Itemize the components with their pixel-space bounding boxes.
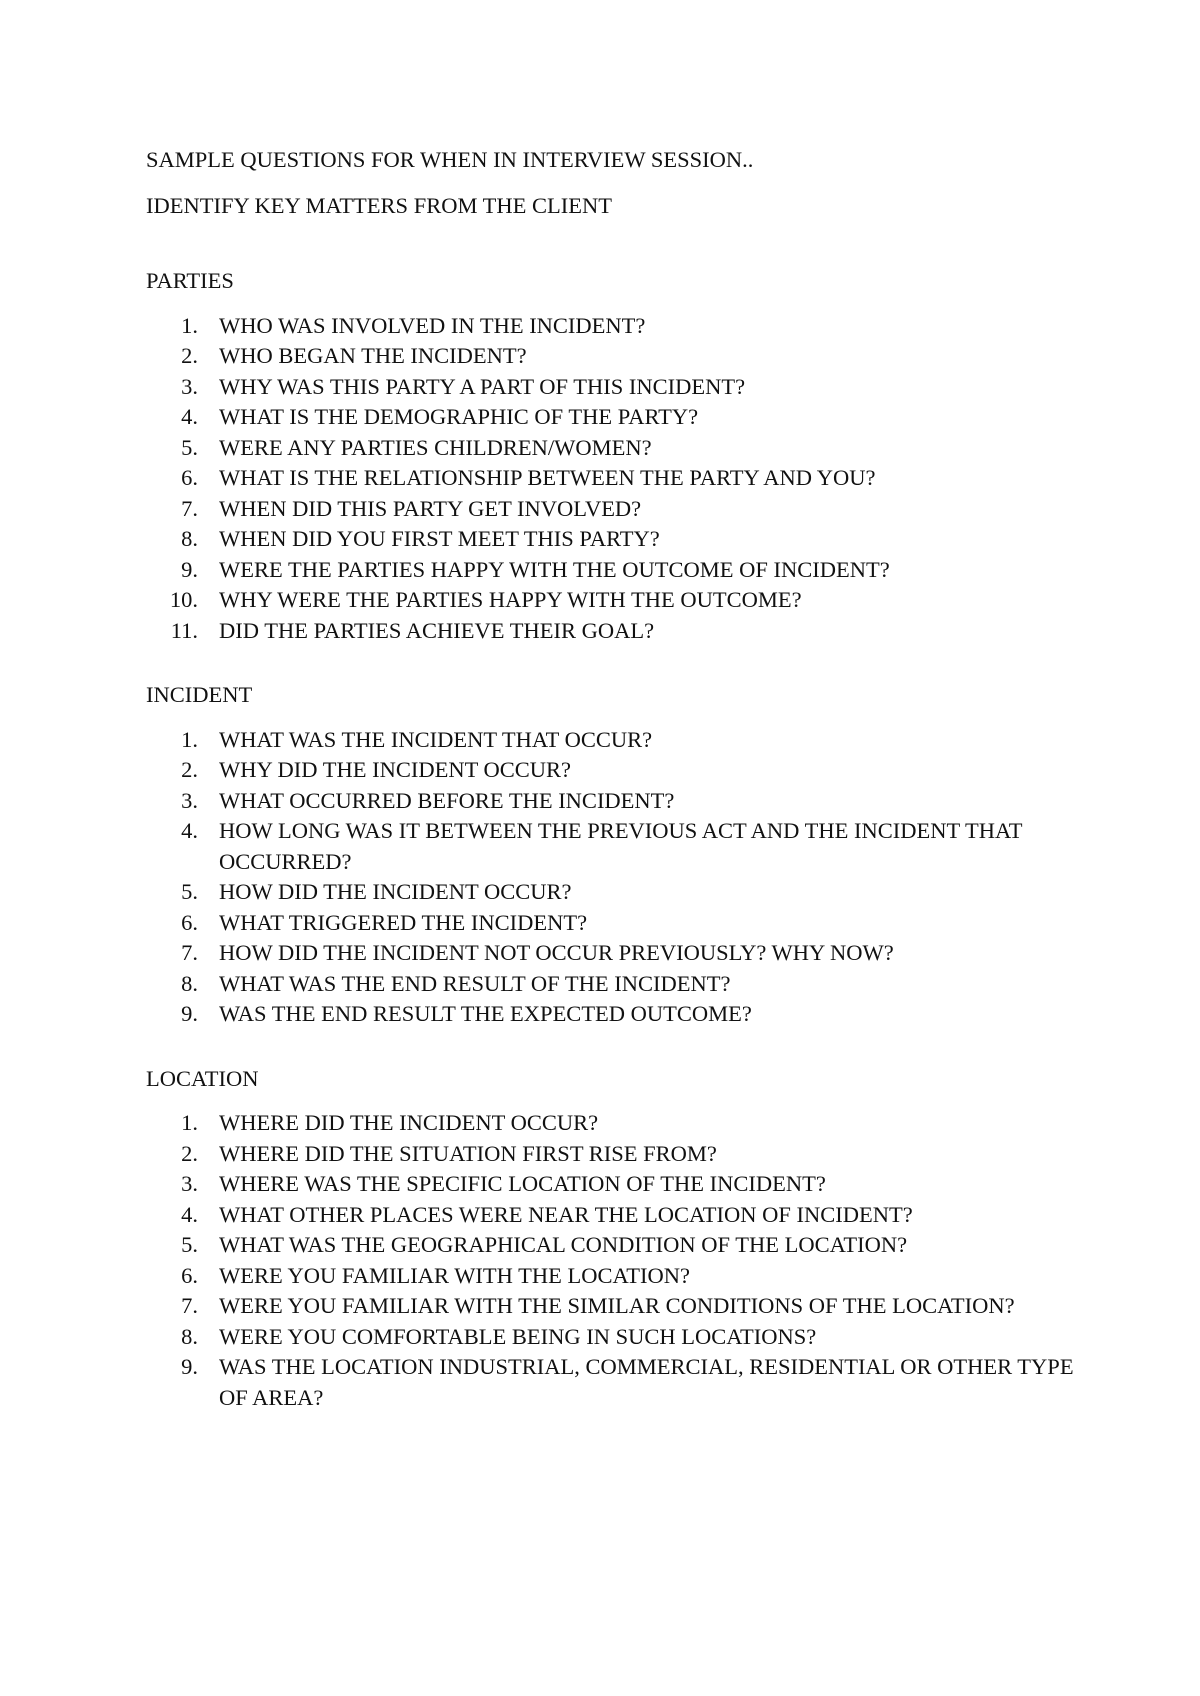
list-item bbox=[146, 585, 1076, 616]
list-item-text: WERE ANY PARTIES CHILDREN/WOMEN? bbox=[219, 434, 652, 460]
section-heading-incident: INCIDENT bbox=[146, 682, 253, 707]
list-item-number: 9. bbox=[181, 1001, 198, 1026]
question-list-parties bbox=[146, 311, 1076, 647]
list-item-number: 4. bbox=[181, 818, 198, 843]
list-item-number: 9. bbox=[181, 1354, 198, 1379]
section-heading-parties: PARTIES bbox=[146, 268, 234, 293]
list-item bbox=[146, 908, 1076, 939]
section-location bbox=[146, 1064, 1076, 1414]
list-item-number: 8. bbox=[181, 1323, 198, 1349]
list-item-text: WHAT OTHER PLACES WERE NEAR THE LOCATION OF INCIDENT? bbox=[219, 1201, 913, 1227]
list-item-number: 8. bbox=[181, 970, 198, 996]
list-item-number: 4. bbox=[181, 1201, 198, 1227]
list-item-number: 8. bbox=[181, 526, 198, 551]
list-item-text: WHAT TRIGGERED THE INCIDENT? bbox=[219, 909, 588, 935]
list-item-text: WHERE DID THE SITUATION FIRST RISE FROM? bbox=[219, 1140, 717, 1166]
list-item-text: DID THE PARTIES ACHIEVE THEIR GOAL? bbox=[219, 617, 655, 643]
list-item-text: WHAT WAS THE INCIDENT THAT OCCUR? bbox=[219, 726, 653, 752]
list-item-text: WHERE WAS THE SPECIFIC LOCATION OF THE INCIDENT? bbox=[219, 1171, 826, 1196]
section-parties bbox=[146, 266, 1076, 646]
list-item-number: 3. bbox=[181, 373, 198, 399]
list-item-text: WHAT IS THE RELATIONSHIP BETWEEN THE PARTY AND YOU? bbox=[219, 465, 876, 490]
list-item-number: 4. bbox=[181, 404, 198, 429]
list-item bbox=[146, 372, 1076, 403]
list-item bbox=[146, 433, 1076, 464]
list-item bbox=[146, 494, 1076, 525]
list-item bbox=[146, 1352, 1076, 1413]
list-item bbox=[146, 311, 1076, 342]
list-item-text: WHEN DID YOU FIRST MEET THIS PARTY? bbox=[219, 526, 660, 551]
list-item-number: 1. bbox=[181, 1110, 198, 1135]
list-item bbox=[146, 938, 1076, 969]
list-item-text: WHAT OCCURRED BEFORE THE INCIDENT? bbox=[219, 787, 675, 813]
list-item-text: WAS THE END RESULT THE EXPECTED OUTCOME? bbox=[219, 1001, 752, 1026]
list-item bbox=[146, 725, 1076, 756]
list-item-text: WHEN DID THIS PARTY GET INVOLVED? bbox=[219, 495, 642, 521]
list-item bbox=[146, 555, 1076, 586]
list-item-text: WAS THE LOCATION INDUSTRIAL, COMMERCIAL, RESIDENTIAL OR OTHER TYPE OF AREA? bbox=[219, 1354, 1074, 1410]
document-body bbox=[146, 145, 1076, 1413]
list-item bbox=[146, 402, 1076, 433]
list-item bbox=[146, 524, 1076, 555]
list-item bbox=[146, 1230, 1076, 1261]
question-list-incident bbox=[146, 725, 1076, 1030]
list-item-number: 2. bbox=[181, 1140, 198, 1166]
list-item bbox=[146, 755, 1076, 786]
list-item bbox=[146, 999, 1076, 1030]
list-item bbox=[146, 969, 1076, 1000]
list-item-number: 5. bbox=[181, 1232, 198, 1257]
list-item-text: WHO BEGAN THE INCIDENT? bbox=[219, 343, 527, 368]
list-item-number: 6. bbox=[181, 909, 198, 935]
list-item bbox=[146, 786, 1076, 817]
list-item-number: 6. bbox=[181, 1262, 198, 1288]
list-item-text: HOW DID THE INCIDENT OCCUR? bbox=[219, 879, 572, 904]
list-item-text: WHAT WAS THE GEOGRAPHICAL CONDITION OF THE LOCATION? bbox=[219, 1232, 908, 1257]
list-item-number: 5. bbox=[181, 879, 198, 904]
list-item-number: 10. bbox=[169, 587, 198, 612]
question-list-location bbox=[146, 1108, 1076, 1413]
list-item-text: WERE YOU FAMILIAR WITH THE SIMILAR CONDITIONS OF THE LOCATION? bbox=[219, 1293, 1015, 1318]
list-item-number: 6. bbox=[181, 465, 198, 490]
section-incident bbox=[146, 680, 1076, 1030]
list-item-number: 7. bbox=[181, 495, 198, 521]
list-item-number: 3. bbox=[181, 787, 198, 813]
list-item-number: 1. bbox=[181, 312, 198, 338]
list-item-text: WHAT IS THE DEMOGRAPHIC OF THE PARTY? bbox=[219, 404, 699, 429]
list-item bbox=[146, 1139, 1076, 1170]
list-item bbox=[146, 816, 1076, 877]
list-item bbox=[146, 1322, 1076, 1353]
list-item bbox=[146, 1291, 1076, 1322]
list-item-text: WERE YOU FAMILIAR WITH THE LOCATION? bbox=[219, 1262, 690, 1288]
list-item bbox=[146, 877, 1076, 908]
section-heading-location: LOCATION bbox=[146, 1065, 259, 1091]
list-item-number: 2. bbox=[181, 343, 198, 368]
list-item-number: 11. bbox=[170, 617, 198, 643]
list-item-number: 1. bbox=[181, 726, 198, 752]
list-item-text: HOW LONG WAS IT BETWEEN THE PREVIOUS ACT AND THE INCIDENT THAT OCCURRED? bbox=[219, 818, 1023, 874]
document-title: SAMPLE QUESTIONS FOR WHEN IN INTERVIEW SESSION.. bbox=[146, 147, 754, 172]
list-item bbox=[146, 1261, 1076, 1292]
list-item-number: 7. bbox=[181, 1293, 198, 1318]
list-item bbox=[146, 1200, 1076, 1231]
list-item-number: 7. bbox=[181, 940, 198, 965]
list-item-number: 3. bbox=[181, 1171, 198, 1196]
list-item-number: 2. bbox=[181, 757, 198, 782]
list-item-text: WHY WERE THE PARTIES HAPPY WITH THE OUTCOME? bbox=[219, 587, 802, 612]
list-item bbox=[146, 341, 1076, 372]
list-item bbox=[146, 1108, 1076, 1139]
list-item-text: WHERE DID THE INCIDENT OCCUR? bbox=[219, 1110, 599, 1135]
list-item-text: WHAT WAS THE END RESULT OF THE INCIDENT? bbox=[219, 970, 731, 996]
list-item bbox=[146, 463, 1076, 494]
list-item bbox=[146, 1169, 1076, 1200]
list-item-text: HOW DID THE INCIDENT NOT OCCUR PREVIOUSLY? WHY NOW? bbox=[219, 940, 894, 965]
list-item-number: 5. bbox=[181, 434, 198, 460]
list-item-number: 9. bbox=[181, 556, 198, 582]
list-item-text: WERE YOU COMFORTABLE BEING IN SUCH LOCATIONS? bbox=[219, 1323, 817, 1349]
list-item-text: WHY DID THE INCIDENT OCCUR? bbox=[219, 757, 572, 782]
list-item-text: WHY WAS THIS PARTY A PART OF THIS INCIDENT? bbox=[219, 373, 746, 399]
document-subtitle: IDENTIFY KEY MATTERS FROM THE CLIENT bbox=[146, 192, 613, 218]
list-item bbox=[146, 616, 1076, 647]
list-item-text: WERE THE PARTIES HAPPY WITH THE OUTCOME OF INCIDENT? bbox=[219, 556, 890, 582]
list-item-text: WHO WAS INVOLVED IN THE INCIDENT? bbox=[219, 312, 646, 338]
